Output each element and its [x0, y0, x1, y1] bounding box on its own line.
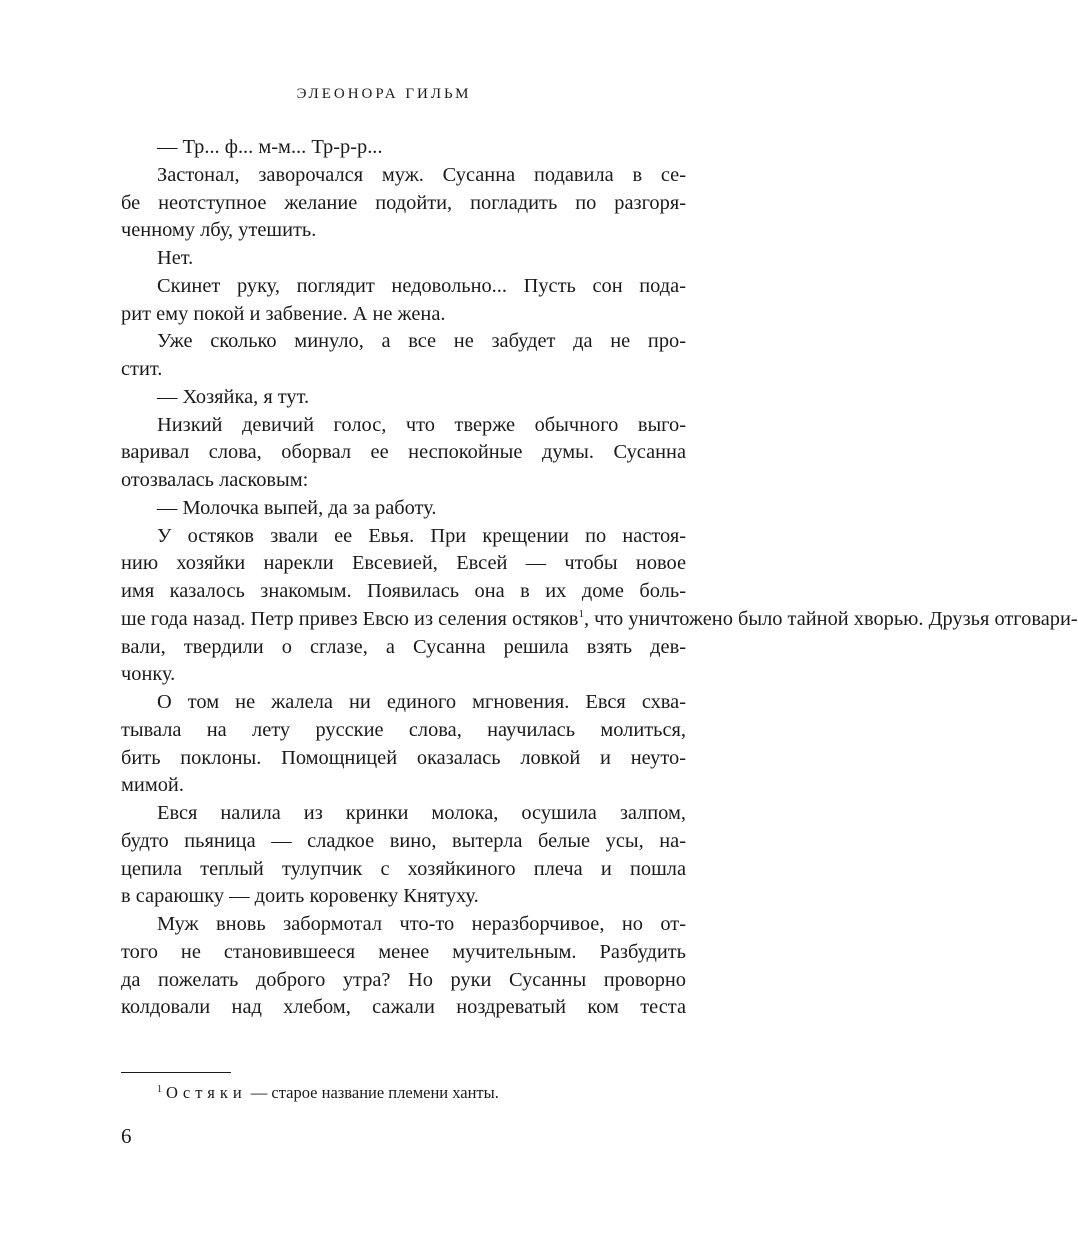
- footnote-term: Остяки: [166, 1083, 247, 1102]
- footnote-mark: 1: [157, 1084, 162, 1095]
- body-text: [121, 134, 1078, 1022]
- footnote: [157, 1083, 499, 1103]
- text-line: чонку.: [121, 663, 176, 686]
- text-line: варивал слова, оборвал ее неспокойные думы. Сусанна: [121, 441, 686, 464]
- text-line: О том не жалела ни единого мгновения. Евся схва-: [157, 691, 686, 713]
- text-line: в сараюшку — доить коровенку Княтуху.: [121, 885, 479, 908]
- text-line: мимой.: [121, 774, 184, 797]
- page-number: 6: [121, 1124, 132, 1148]
- text-segment: ше года назад. Петр привез Евсю из селения остяков: [121, 607, 579, 630]
- text-line: вали, твердили о сглазе, а Сусанна решила взять дев-: [121, 635, 686, 658]
- text-line: имя казалось знакомым. Появилась она в их доме боль-: [121, 580, 686, 602]
- text-line: ченному лбу, утешить.: [121, 219, 317, 242]
- text-line: рит ему покой и забвение. А не жена.: [121, 302, 446, 325]
- text-line: отозвалась ласковым:: [121, 469, 309, 491]
- text-line: — Молочка выпей, да за работу.: [157, 496, 437, 519]
- text-line: Застонал, заворочался муж. Сусанна подавила в се-: [157, 163, 686, 186]
- text-line: Муж вновь забормотал что-то неразборчивое, но от-: [157, 913, 686, 935]
- text-line: Уже сколько минуло, а все не забудет да не про-: [157, 330, 686, 353]
- text-line: стит.: [121, 358, 163, 380]
- text-line: будто пьяница — сладкое вино, вытерла белые усы, на-: [121, 829, 686, 852]
- footnote-divider: [121, 1072, 231, 1073]
- text-line: — Хозяйка, я тут.: [157, 385, 310, 408]
- text-line: колдовали над хлебом, сажали ноздреватый ком теста: [121, 996, 686, 1019]
- running-head: ЭЛЕОНОРА ГИЛЬМ: [296, 86, 472, 102]
- text-line: бе неотступное желание подойти, погладить по разгоря-: [121, 191, 686, 214]
- text-segment: , что уничтожено было тайной хворью. Друзья отговари-: [583, 607, 1078, 630]
- text-line: да пожелать доброго утра? Но руки Сусанны проворно: [121, 968, 686, 991]
- text-line: того не становившееся менее мучительным. Разбудить: [121, 940, 686, 963]
- text-line: Нет.: [157, 247, 194, 269]
- text-line: Скинет руку, поглядит недовольно... Пусть сон пода-: [157, 274, 686, 297]
- footnote-text: — старое название племени ханты.: [246, 1083, 499, 1102]
- text-line: цепила теплый тулупчик с хозяйкиного плеча и пошла: [121, 857, 686, 880]
- text-line: Евся налила из кринки молока, осушила залпом,: [157, 802, 686, 824]
- text-line: нию хозяйки нарекли Евсевией, Евсей — чтобы новое: [121, 552, 686, 575]
- text-line: — Тр... ф... м-м... Тр-р-р...: [157, 136, 383, 158]
- text-line: бить поклоны. Помощницей оказалась ловкой и неуто-: [121, 746, 686, 769]
- text-line: Низкий девичий голос, что тверже обычного выго-: [157, 413, 686, 436]
- text-line: тывала на лету русские слова, научилась молиться,: [121, 718, 686, 741]
- text-line: У остяков звали ее Евья. При крещении по настоя-: [157, 524, 686, 547]
- text-line: [121, 606, 1078, 634]
- footnote-reference[interactable]: 1: [578, 607, 584, 620]
